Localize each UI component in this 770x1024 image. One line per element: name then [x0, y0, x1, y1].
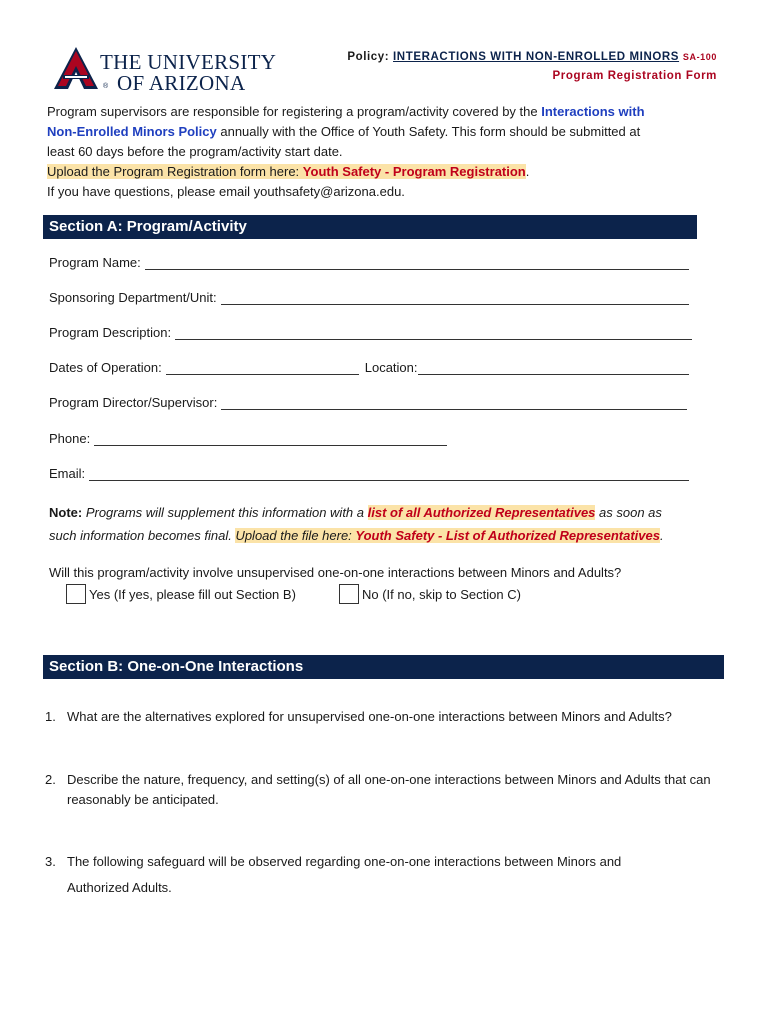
upload-instruction: [47, 164, 526, 179]
note-text: Programs will supplement this information with a: [82, 505, 368, 520]
program-name-line[interactable]: [145, 255, 689, 270]
email-field[interactable]: [49, 461, 689, 481]
logo-wordmark-line2: OF ARIZONA: [117, 71, 246, 95]
no-option[interactable]: [339, 584, 521, 604]
no-label: No (If no, skip to Section C): [362, 586, 521, 602]
policy-link-continued[interactable]: Non-Enrolled Minors Policy: [47, 124, 217, 139]
yes-option[interactable]: [66, 584, 296, 604]
one-on-one-question: Will this program/activity involve unsupervised one-on-one interactions between Minors and Adults?: [49, 565, 622, 580]
intro-text: annually with the Office of Youth Safety. This form should be submitted at: [216, 124, 641, 139]
policy-label: Policy:: [347, 51, 390, 63]
program-registration-link[interactable]: Youth Safety - Program Registration: [302, 164, 526, 179]
representatives-list-link[interactable]: Youth Safety - List of Authorized Representatives: [355, 528, 660, 543]
item-text: What are the alternatives explored for unsupervised one-on-one interactions between Minors and Adults?: [67, 709, 672, 724]
section-a-header: Section A: Program/Activity: [43, 215, 697, 239]
note-text: as soon as: [595, 505, 662, 520]
list-item: [45, 707, 735, 727]
program-director-field[interactable]: [49, 390, 687, 410]
policy-link[interactable]: Interactions with: [541, 104, 645, 119]
dates-of-operation-label: Dates of Operation:: [49, 360, 162, 375]
list-item: [45, 770, 725, 810]
upload-representatives-instruction: [235, 528, 660, 543]
email-label: Email:: [49, 466, 86, 481]
intro-text: Program supervisors are responsible for registering a program/activity covered by the: [47, 104, 542, 119]
university-logo-icon: [53, 45, 99, 91]
intro-text: least 60 days before the program/activity start date.: [47, 144, 343, 159]
authorized-representatives-link[interactable]: list of all Authorized Representatives: [367, 505, 596, 520]
upload-text: Upload the Program Registration form here:: [47, 164, 303, 179]
sponsoring-department-field[interactable]: [49, 285, 689, 305]
yes-checkbox[interactable]: [66, 584, 86, 604]
sponsoring-department-line[interactable]: [221, 290, 689, 305]
note-suffix: .: [660, 528, 664, 543]
program-director-label: Program Director/Supervisor:: [49, 395, 218, 410]
policy-code: SA-100: [682, 52, 717, 62]
sponsoring-department-label: Sponsoring Department/Unit:: [49, 290, 217, 305]
section-b-header: Section B: One-on-One Interactions: [43, 655, 724, 679]
intro-paragraph: [47, 102, 697, 202]
form-name: Program Registration Form: [552, 70, 717, 82]
program-description-label: Program Description:: [49, 325, 172, 340]
phone-label: Phone:: [49, 431, 91, 446]
phone-line[interactable]: [94, 431, 447, 446]
upload-suffix: .: [525, 164, 530, 179]
email-line[interactable]: [89, 466, 689, 481]
program-description-line[interactable]: [175, 325, 692, 340]
program-name-field[interactable]: [49, 250, 689, 270]
item-text: The following safeguard will be observed regarding one-on-one interactions between Minors and: [67, 854, 622, 869]
yes-label: Yes (If yes, please fill out Section B): [89, 586, 296, 602]
program-name-label: Program Name:: [49, 255, 141, 270]
dates-of-operation-line[interactable]: [166, 360, 359, 375]
logo-registered-mark: ®: [103, 83, 109, 90]
dates-location-row: [49, 355, 689, 375]
logo-wordmark-line1: THE UNIVERSITY: [100, 50, 277, 74]
location-label: Location:: [364, 360, 418, 375]
phone-field[interactable]: [49, 426, 447, 446]
contact-email-text: If you have questions, please email youthsafety@arizona.edu.: [47, 184, 405, 199]
program-director-line[interactable]: [221, 395, 687, 410]
note-label: Note:: [49, 505, 83, 520]
item-number: 3.: [45, 854, 56, 869]
item-number: 1.: [45, 709, 56, 724]
item-text: Describe the nature, frequency, and setting(s) of all one-on-one interactions between Minors and Adults that can reasonably be anticipated.: [67, 772, 711, 807]
no-checkbox[interactable]: [339, 584, 359, 604]
policy-title-link[interactable]: INTERACTIONS WITH NON-ENROLLED MINORS: [393, 51, 680, 63]
program-description-field[interactable]: [49, 320, 692, 340]
item-text-continued: Authorized Adults.: [67, 880, 172, 895]
policy-heading: [347, 51, 717, 63]
item-text-block: [67, 852, 735, 898]
list-item: [45, 852, 735, 898]
note-text: such information becomes final.: [49, 528, 236, 543]
item-number: 2.: [45, 772, 56, 787]
upload-text: Upload the file here:: [235, 528, 356, 543]
location-line[interactable]: [418, 360, 690, 375]
authorized-representatives-note: [49, 501, 709, 547]
